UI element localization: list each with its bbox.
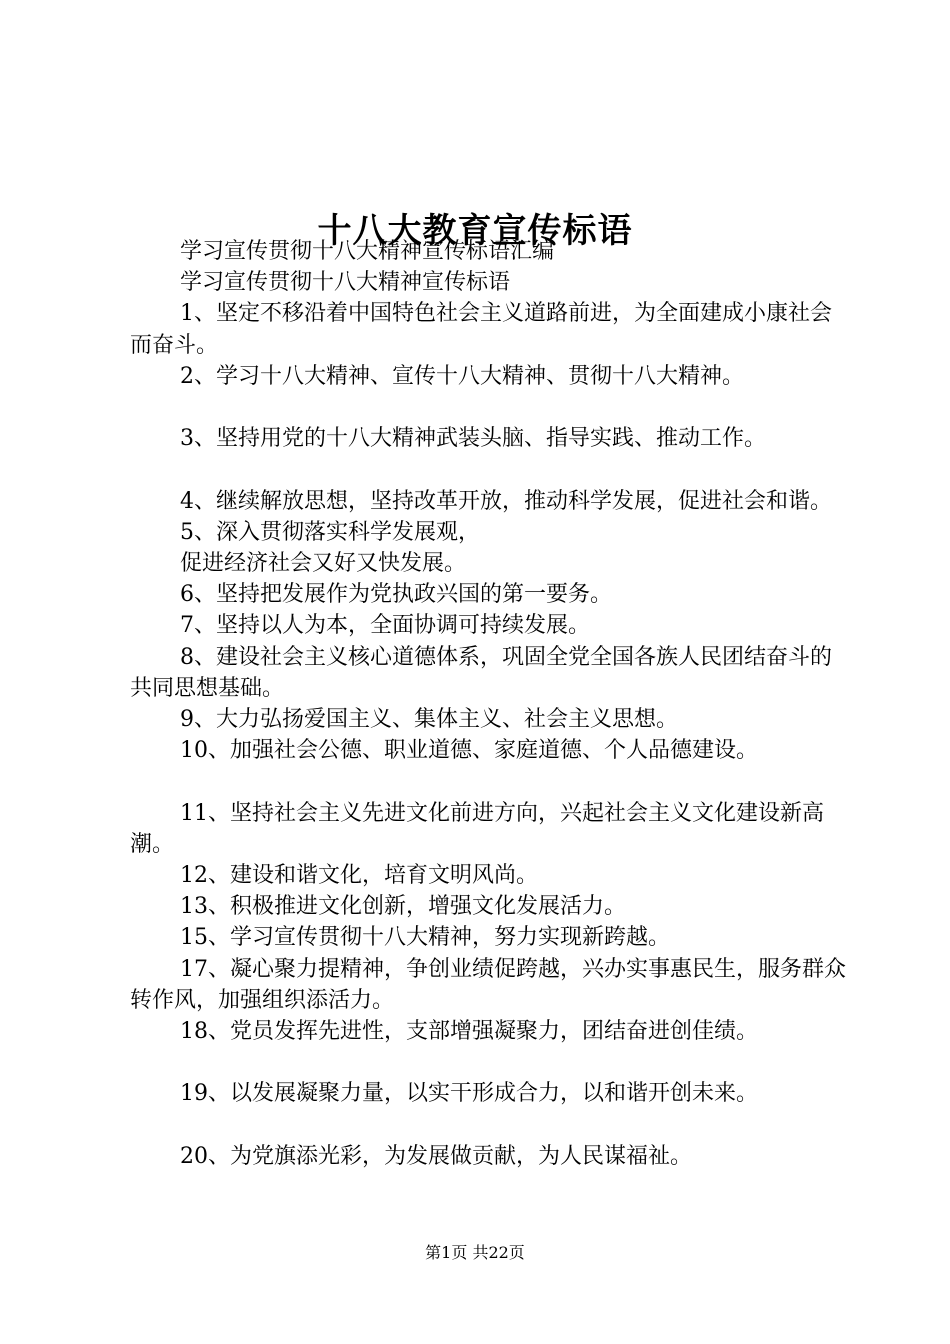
slogan-paragraph: 11、坚持社会主义先进文化前进方向，兴起社会主义文化建设新高潮。 (130, 800, 824, 857)
slogan-paragraph: 4、继续解放思想，坚持改革开放，推动科学发展，促进社会和谐。 (180, 488, 832, 514)
page-title: 十八大教育宣传标语 (317, 210, 633, 251)
slogan-paragraph: 6、坚持把发展作为党执政兴国的第一要务。 (180, 582, 612, 608)
slogan-paragraph: 5、深入贯彻落实科学发展观， (180, 519, 480, 545)
slogan-paragraph: 18、党员发挥先进性，支部增强凝聚力，团结奋进创佳绩。 (180, 1019, 758, 1045)
slogan-paragraph: 学习宣传贯彻十八大精神宣传标语汇编 (180, 239, 555, 264)
slogan-paragraph: 7、坚持以人为本，全面协调可持续发展。 (180, 613, 590, 639)
slogan-paragraph: 17、凝心聚力提精神，争创业绩促跨越，兴办实事惠民生，服务群众转作风，加强组织添活力。 (130, 956, 846, 1013)
slogan-paragraph: 13、积极推进文化创新，增强文化发展活力。 (180, 894, 626, 920)
slogan-paragraph: 学习宣传贯彻十八大精神宣传标语 (180, 270, 511, 296)
slogan-paragraph: 19、以发展凝聚力量，以实干形成合力，以和谐开创未来。 (180, 1081, 758, 1107)
slogan-paragraph: 3、坚持用党的十八大精神武装头脑、指导实践、推动工作。 (180, 426, 766, 452)
slogan-paragraph: 8、建设社会主义核心道德体系，巩固全党全国各族人民团结奋斗的共同思想基础。 (130, 644, 832, 701)
slogan-paragraph: 20、为党旗添光彩，为发展做贡献，为人民谋福祉。 (180, 1143, 692, 1169)
slogan-paragraph: 促进经济社会又好又快发展。 (180, 551, 467, 576)
slogan-paragraph: 12、建设和谐文化，培育文明风尚。 (180, 863, 538, 889)
page-number-footer: 第1页 共22页 (425, 1243, 525, 1262)
slogan-paragraph: 15、学习宣传贯彻十八大精神，努力实现新跨越。 (180, 925, 670, 951)
slogan-paragraph: 2、学习十八大精神、宣传十八大精神、贯彻十八大精神。 (180, 363, 744, 389)
slogan-paragraph: 10、加强社会公德、职业道德、家庭道德、个人品德建设。 (180, 738, 758, 764)
slogan-paragraph: 9、大力弘扬爱国主义、集体主义、社会主义思想。 (180, 707, 678, 733)
document-body (130, 236, 850, 1172)
slogan-paragraph: 1、坚定不移沿着中国特色社会主义道路前进，为全面建成小康社会而奋斗。 (130, 301, 832, 358)
